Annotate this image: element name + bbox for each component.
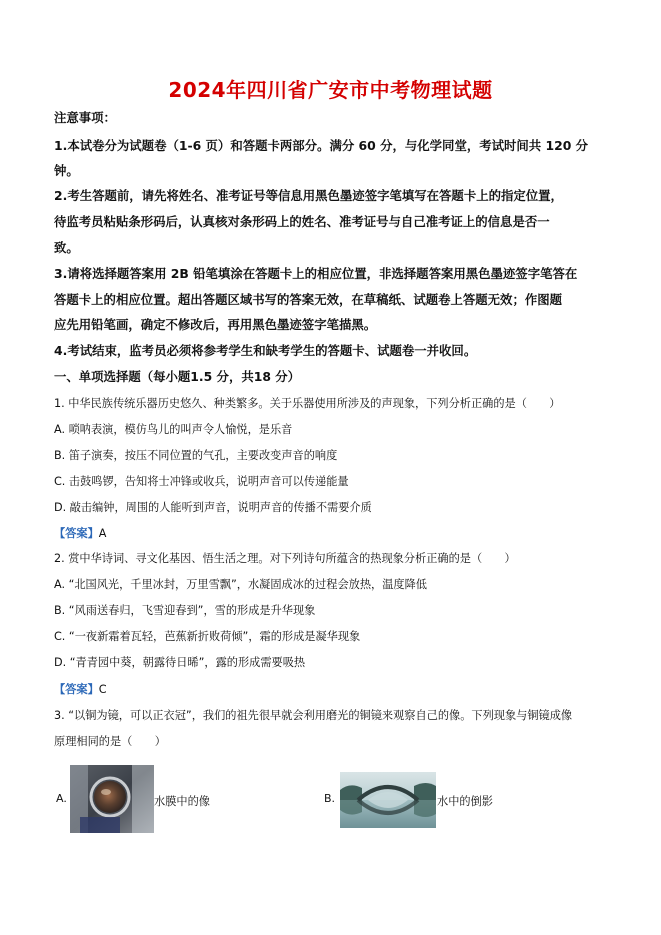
q2-option-d: D. “青青园中葵，朝露待日晞”，露的形成需要吸热 [54,656,306,669]
notice-item-3-line-3: 应先用铅笔画，确定不修改后，再用黑色墨迹签字笔描黑。 [54,317,377,332]
bridge-reflection-photo-icon [340,772,436,828]
q1-answer-value: A [98,527,107,540]
q3-stem-line-1: 3. “以铜为镜，可以正衣冠”，我们的祖先很早就会利用磨光的铜镜来观察自己的像。下列现象与铜镜成像 [54,709,573,722]
q3-stem-line-2: 原理相同的是（ ） [54,735,166,748]
q2-option-a: A. “北国风光，千里冰封，万里雪飘”，水凝固成冰的过程会放热，温度降低 [54,578,427,591]
q1-stem: 1. 中华民族传统乐器历史悠久、种类繁多。关于乐器使用所涉及的声现象，下列分析正确的是（ ） [54,397,561,410]
q2-option-b: B. “风雨送春归，飞雪迎春到”，雪的形成是升华现象 [54,604,316,617]
q1-option-a: A. 唢呐表演，模仿鸟儿的叫声令人愉悦，是乐音 [54,423,293,436]
q3-option-b-caption: 水中的倒影 [437,795,493,808]
q2-answer-tag: 【答案】 [54,683,99,696]
q1-answer-tag: 【答案】 [54,527,99,540]
q3-option-a-image [70,765,154,833]
q3-option-a-label: A. [56,792,67,805]
notice-item-3-line-1: 3.请将选择题答案用 2B 铅笔填涂在答题卡上的相应位置，非选择题答案用黑色墨迹签字笔答在 [54,266,578,281]
q3-option-b-image [340,772,436,828]
q1-answer [54,524,614,543]
notice-item-2-line-1: 2.考生答题前，请先将姓名、准考证号等信息用黑色墨迹签字笔填写在答题卡上的指定位置， [54,188,563,203]
q2-option-c: C. “一夜新霜着瓦轻，芭蕉新折败荷倾”，霜的形成是凝华现象 [54,630,361,643]
notice-item-2-line-2: 待监考员粘贴条形码后，认真核对条形码上的姓名、准考证号与自己准考证上的信息是否一 [54,214,550,229]
q3-option-b-label: B. [324,792,336,805]
q2-stem: 2. 赏中华诗词、寻文化基因、悟生活之理。对下列诗句所蕴含的热现象分析正确的是（ ） [54,552,516,565]
notice-item-1-line-1: 1.本试卷分为试题卷（1-6 页）和答题卡两部分。满分 60 分，与化学同堂，考试时间共 120 分 [54,138,589,153]
water-film-photo-icon [70,765,154,833]
notice-item-2-line-3: 致。 [54,240,79,255]
notice-item-4: 4.考试结束，监考员必须将参考学生和缺考学生的答题卡、试题卷一并收回。 [54,343,477,358]
section-heading: 一、单项选择题（每小题1.5 分，共18 分） [54,369,301,384]
page-title: 2024年四川省广安市中考物理试题 [168,78,493,102]
notice-heading: 注意事项： [54,110,116,125]
q1-option-b: B. 笛子演奏，按压不同位置的气孔，主要改变声音的响度 [54,449,338,462]
notice-item-1-line-2: 钟。 [54,163,79,178]
q3-option-a-caption: 水膜中的像 [154,795,210,808]
notice-item-3-line-2: 答题卡上的相应位置。超出答题区域书写的答案无效，在草稿纸、试题卷上答题无效；作图题 [54,292,563,307]
q1-option-c: C. 击鼓鸣锣，告知将士冲锋或收兵，说明声音可以传递能量 [54,475,349,488]
q2-answer [54,680,614,699]
q2-answer-value: C [98,683,107,696]
q1-option-d: D. 敲击编钟，周围的人能听到声音，说明声音的传播不需要介质 [54,501,372,514]
